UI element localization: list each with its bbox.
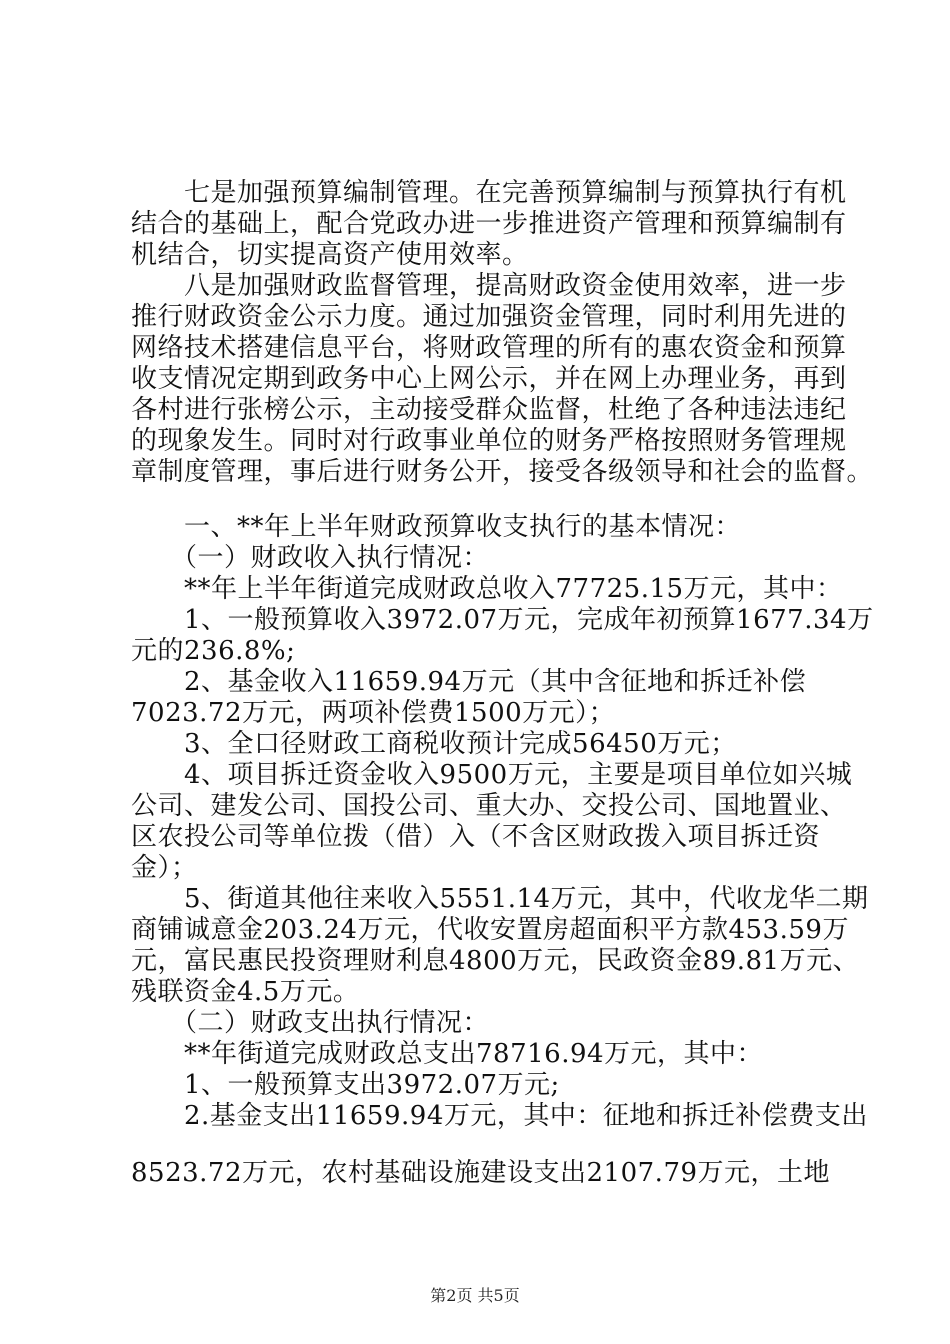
text-line: 收支情况定期到政务中心上网公示，并在网上办理业务，再到 [131,364,847,394]
text-line: 1、一般预算支出3972.07万元; [131,1070,560,1100]
text-line: 2、基金收入11659.94万元（其中含征地和拆迁补偿 [131,667,807,697]
text-line: 元，富民惠民投资理财利息4800万元，民政资金89.81万元、 [131,946,860,976]
text-line: 公司、建发公司、国投公司、重大办、交投公司、国地置业、 [131,791,847,821]
section-heading: 一、**年上半年财政预算收支执行的基本情况： [131,512,742,542]
text-line: 7023.72万元，两项补偿费1500万元）； [131,698,616,728]
text-line: 3、全口径财政工商税收预计完成56450万元； [131,729,737,759]
text-line: 商铺诚意金203.24万元，代收安置房超面积平方款453.59万 [131,915,849,945]
text-line: 结合的基础上，配合党政办进一步推进资产管理和预算编制有 [131,209,847,239]
text-line: 推行财政资金公示力度。通过加强资金管理，同时利用先进的 [131,302,847,332]
text-line: 残联资金4.5万元。 [131,977,360,1007]
text-line: 5、街道其他往来收入5551.14万元，其中，代收龙华二期 [131,884,869,914]
text-line: 机结合，切实提高资产使用效率。 [131,240,529,270]
text-line: 区农投公司等单位拨（借）入（不含区财政拨入项目拆迁资 [131,822,821,852]
text-line: **年上半年街道完成财政总收入77725.15万元，其中： [131,574,843,604]
subsection-heading: （二）财政支出执行情况： [131,1008,490,1038]
text-line: 的现象发生。同时对行政事业单位的财务严格按照财务管理规 [131,426,847,456]
text-line: 章制度管理，事后进行财务公开，接受各级领导和社会的监督。 [131,457,874,487]
text-line: 8523.72万元，农村基础设施建设支出2107.79万元，土地 [131,1158,831,1188]
text-line: 各村进行张榜公示，主动接受群众监督，杜绝了各种违法违纪 [131,395,847,425]
text-line: 网络技术搭建信息平台，将财政管理的所有的惠农资金和预算 [131,333,847,363]
text-line: 2.基金支出11659.94万元，其中：征地和拆迁补偿费支出 [131,1101,868,1131]
subsection-heading: （一）财政收入执行情况： [131,543,490,573]
text-line: 元的236.8%; [131,636,296,666]
text-line: 4、项目拆迁资金收入9500万元，主要是项目单位如兴城 [131,760,853,790]
text-line: 1、一般预算收入3972.07万元，完成年初预算1677.34万 [131,605,874,635]
text-line: 金）； [131,853,198,883]
page-footer: 第2页 共5页 [430,1286,520,1305]
text-line: 七是加强预算编制管理。在完善预算编制与预算执行有机 [131,178,847,208]
text-line: **年街道完成财政总支出78716.94万元，其中： [131,1039,764,1069]
text-line: 八是加强财政监督管理，提高财政资金使用效率，进一步 [131,271,847,301]
